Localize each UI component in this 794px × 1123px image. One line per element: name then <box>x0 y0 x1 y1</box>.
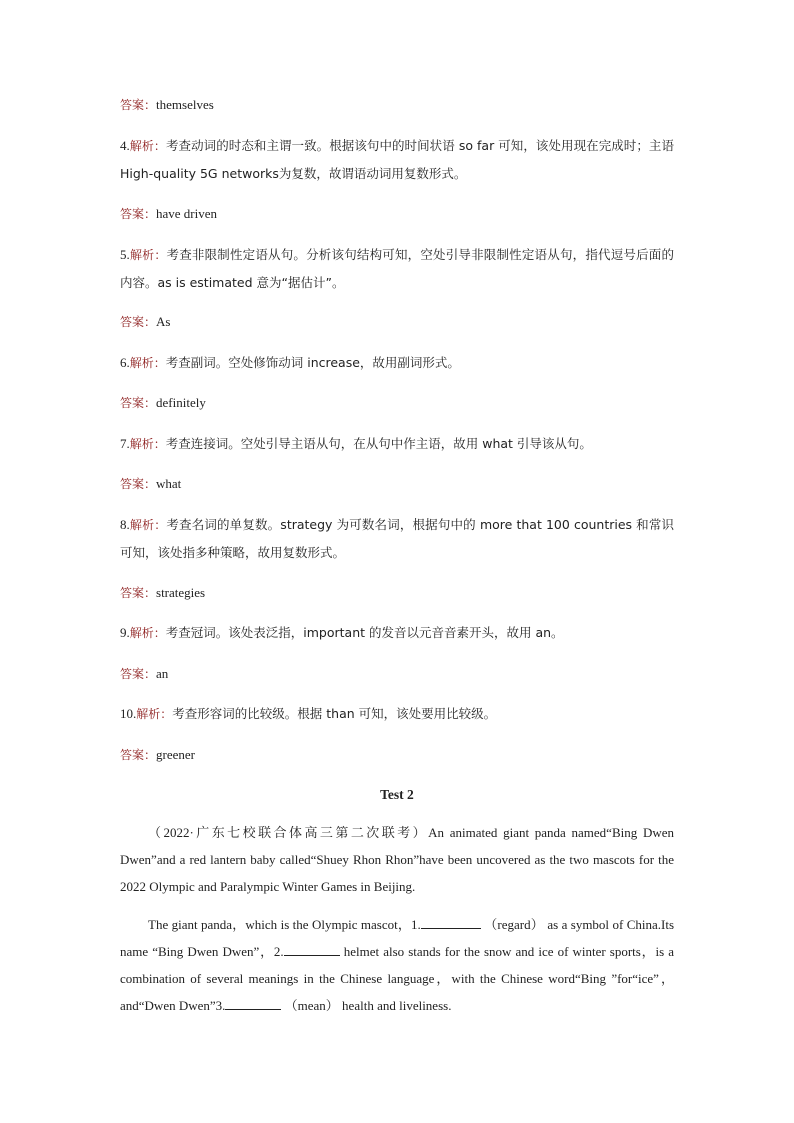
analysis-label: 解析： <box>136 707 173 721</box>
analysis-label: 解析： <box>129 437 166 451</box>
analysis-text: 考查副词。空处修饰动词 increase，故用副词形式。 <box>165 355 460 370</box>
blank-1[interactable] <box>421 914 481 929</box>
analysis-item-5 <box>120 241 674 297</box>
answer-label: 答案： <box>120 396 157 410</box>
item-number: 4. <box>120 138 130 153</box>
analysis-text: 考查连接词。空处引导主语从句，在从句中作主语，故用 what 引导该从句。 <box>165 436 592 451</box>
section-title: Test 2 <box>380 787 414 802</box>
answer-line <box>120 200 217 228</box>
answer-line <box>120 389 206 417</box>
analysis-text: 考查非限制性定语从句。分析该句结构可知，空处引导非限制性定语从句，指代逗号后面的内容。as is estimated 意为“据估计”。 <box>120 247 674 290</box>
answer-line <box>120 741 195 769</box>
analysis-label: 解析： <box>129 248 167 262</box>
item-number: 8. <box>120 517 130 532</box>
answer-line <box>120 308 170 336</box>
analysis-item-8 <box>120 511 674 567</box>
answer-label: 答案： <box>120 315 157 329</box>
answer-line <box>120 660 168 688</box>
item-number: 5. <box>120 247 130 262</box>
analysis-item-9 <box>120 619 564 647</box>
answer-text: an <box>156 666 169 681</box>
analysis-item-4 <box>120 132 674 188</box>
answer-text: definitely <box>156 395 206 410</box>
item-number: 9. <box>120 625 130 640</box>
cloze-paragraph <box>120 911 674 1019</box>
analysis-text: 考查形容词的比较级。根据 than 可知，该处要用比较级。 <box>172 706 497 721</box>
answer-text: what <box>156 476 182 491</box>
answer-line <box>120 91 214 119</box>
item-number: 10. <box>120 706 137 721</box>
cloze-text: helmet also stands for the snow and ice of winter sports，is a combination of several meanings in the Chinese language，with the Chinese word“Bing ”for“ice”，and“Dwen Dwen”3. <box>120 944 674 1013</box>
answer-text: As <box>156 314 171 329</box>
cloze-text: The giant panda，which is the Olympic mascot，1. <box>148 917 421 932</box>
analysis-label: 解析： <box>129 518 167 532</box>
answer-label: 答案： <box>120 667 157 681</box>
answer-line <box>120 579 205 607</box>
answer-line <box>120 470 181 498</box>
analysis-item-10 <box>120 700 496 728</box>
answer-label: 答案： <box>120 477 157 491</box>
blank-2[interactable] <box>284 941 340 956</box>
answer-text: greener <box>156 747 195 762</box>
analysis-text: 考查冠词。该处表泛指，important 的发音以元音音素开头，故用 an。 <box>165 625 564 640</box>
intro-paragraph: （2022·广东七校联合体高三第二次联考）An animated giant panda named“Bing Dwen Dwen”and a red lantern baby called“Shuey Rhon Rhon”have been uncovered as the two mascots for the 2022 Olympic and Paralympic Winter Games in Beijing. <box>120 825 674 894</box>
answer-label: 答案： <box>120 748 157 762</box>
blank-3[interactable] <box>225 995 281 1010</box>
answer-label: 答案： <box>120 586 157 600</box>
analysis-item-6 <box>120 349 460 377</box>
answer-label: 答案： <box>120 207 157 221</box>
item-number: 6. <box>120 355 130 370</box>
answer-label: 答案： <box>120 98 157 112</box>
analysis-label: 解析： <box>129 139 166 153</box>
answer-text: strategies <box>156 585 206 600</box>
analysis-label: 解析： <box>129 626 166 640</box>
answer-text: have driven <box>156 206 218 221</box>
analysis-label: 解析： <box>129 356 166 370</box>
cloze-text: （regard） as a symbol of China.Its name “Bing Dwen Dwen”，2. <box>120 917 675 959</box>
analysis-item-7 <box>120 430 592 458</box>
cloze-text: （mean） health and liveliness. <box>284 998 452 1013</box>
analysis-text: 考查名词的单复数。strategy 为可数名词，根据句中的 more that 100 countries 和常识可知，该处指多种策略，故用复数形式。 <box>120 517 674 560</box>
analysis-text: 考查动词的时态和主谓一致。根据该句中的时间状语 so far 可知，该处用现在完成时；主语 High-quality 5G networks为复数，故谓语动词用复数形式。 <box>120 138 674 181</box>
item-number: 7. <box>120 436 130 451</box>
answer-text: themselves <box>156 97 214 112</box>
